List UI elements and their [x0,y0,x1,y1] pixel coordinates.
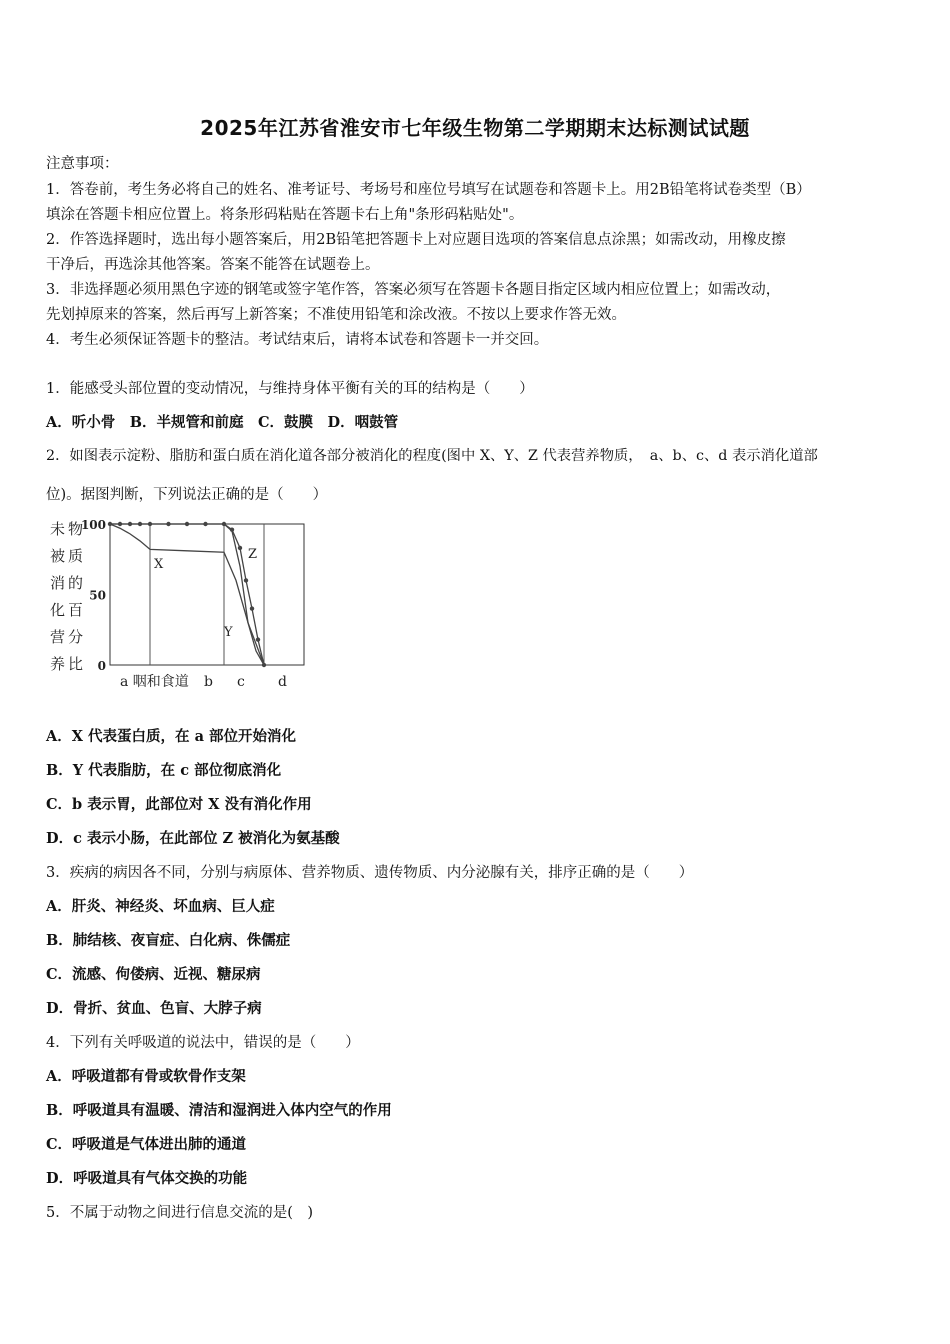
data-point-z [244,578,248,582]
plot-frame [110,524,304,665]
notice-line: 1．答卷前，考生务必将自己的姓名、准考证号、考场号和座位号填写在试题卷和答题卡上。用2B铅笔将试卷类型（B） [46,182,811,198]
data-point-z [118,522,122,526]
digestion-chart [44,514,314,694]
notice-heading: 注意事项： [46,156,119,172]
question-2-option-c: C．b 表示胃，此部位对 X 没有消化作用 [46,796,312,813]
question-5-stem: 5．不属于动物之间进行信息交流的是( ) [46,1205,314,1221]
data-point-z [138,522,142,526]
data-point-z [250,606,254,610]
y-label-char: 营 [50,628,66,646]
data-point-z [166,522,170,526]
question-3-option-b: B．肺结核、夜盲症、白化病、侏儒症 [46,932,291,949]
question-4-stem: 4．下列有关呼吸道的说法中，错误的是（ ） [46,1035,360,1051]
notice-line: 先划掉原来的答案，然后再写上新答案；不准使用铅笔和涂改液。不按以上要求作答无效。 [46,307,626,323]
question-3-stem: 3．疾病的病因各不同，分别与病原体、营养物质、遗传物质、内分泌腺有关，排序正确的是（ ） [46,865,694,881]
series-lines [108,522,266,667]
series-line-y [110,524,264,665]
y-ticks [81,518,106,673]
data-point-z [262,663,266,667]
x-section-labels [120,674,287,690]
y-label-char: 消 [50,574,66,592]
y-label-char: 被 [50,547,66,565]
notice-line: 2．作答选择题时，选出每小题答案后，用2B铅笔把答题卡上对应题目选项的答案信息点涂黑；如需改动，用橡皮擦 [46,232,786,248]
y-axis-label [50,520,83,673]
data-point-z [230,527,234,531]
question-1-stem: 1．能感受头部位置的变动情况，与维持身体平衡有关的耳的结构是（ ） [46,381,534,397]
y-tick-label: 0 [97,659,106,673]
data-point-z [148,522,152,526]
y-label-char: 百 [68,601,84,619]
question-1-options: A．听小骨 B．半规管和前庭 C．鼓膜 D．咽鼓管 [46,414,399,431]
question-2-option-a: A．X 代表蛋白质，在 a 部位开始消化 [46,728,297,745]
series-label-y: Y [224,625,233,640]
series-line-z [110,524,264,665]
data-point-z [108,522,112,526]
question-4-option-d: D．呼吸道具有气体交换的功能 [46,1170,248,1187]
y-label-char: 未 [50,520,66,538]
notice-line: 填涂在答题卡相应位置上。将条形码粘贴在答题卡右上角"条形码粘贴处"。 [46,207,524,223]
y-label-char: 化 [50,601,66,619]
series-label-x: X [154,557,164,572]
question-2-option-b: B．Y 代表脂肪，在 c 部位彻底消化 [46,762,282,779]
y-tick-label: 100 [80,518,106,532]
page-title: 2025年江苏省淮安市七年级生物第二学期期末达标测试试题 [200,116,750,140]
y-label-char: 质 [68,547,84,565]
data-point-z [238,546,242,550]
notice-line: 干净后，再选涂其他答案。答案不能答在试题卷上。 [46,257,380,273]
question-3-option-d: D．骨折、贫血、色盲、大脖子病 [46,1000,262,1017]
question-4-option-c: C．呼吸道是气体进出肺的通道 [46,1136,247,1153]
x-section-label: d [278,674,287,690]
x-section-label: c [237,674,245,690]
data-point-z [203,522,207,526]
chart-frame [110,524,304,665]
series-line-x [110,524,264,665]
question-4-option-a: A．呼吸道都有骨或软骨作支架 [46,1068,246,1085]
question-2-option-d: D．c 表示小肠，在此部位 Z 被消化为氨基酸 [46,830,340,847]
data-point-z [128,522,132,526]
notice-line: 3．非选择题必须用黑色字迹的钢笔或签字笔作答，答案必须写在答题卡各题目指定区域内相应位置上；如需改动， [46,282,781,298]
y-label-char: 分 [68,628,84,646]
data-point-z [222,522,226,526]
y-label-char: 的 [68,574,84,592]
x-section-label: b [204,674,213,690]
y-label-char: 物 [68,520,84,538]
question-2-stem-cont: 位)。据图判断，下列说法正确的是（ ） [46,487,328,503]
y-label-char: 养 [50,655,66,673]
question-3-option-a: A．肝炎、神经炎、坏血病、巨人症 [46,898,275,915]
data-point-z [185,522,189,526]
data-point-z [256,637,260,641]
question-4-option-b: B．呼吸道具有温暖、清洁和湿润进入体内空气的作用 [46,1102,392,1119]
y-label-char: 比 [68,655,84,673]
question-3-option-c: C．流感、佝偻病、近视、糖尿病 [46,966,261,983]
notice-line: 4．考生必须保证答题卡的整洁。考试结束后，请将本试卷和答题卡一并交回。 [46,332,549,348]
y-tick-label: 50 [89,588,106,603]
question-2-stem: 2．如图表示淀粉、脂肪和蛋白质在消化道各部分被消化的程度(图中 X、Y、Z 代表营养物质， a、b、c、d 表示消化道部 [46,448,818,464]
x-section-label: a 咽和食道 [120,674,189,690]
series-label-z: Z [248,547,258,562]
